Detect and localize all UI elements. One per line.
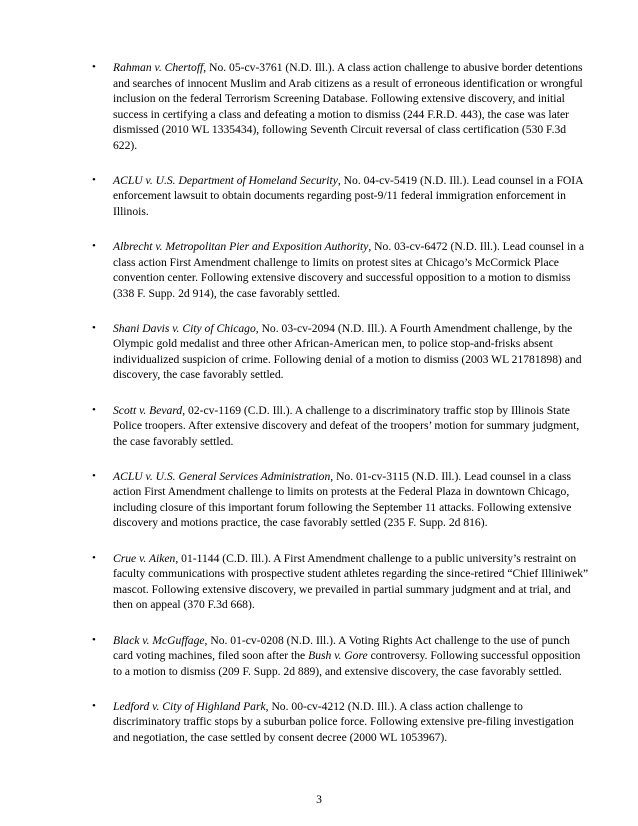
case-item-aclu-gsa — [92, 469, 592, 531]
case-item-shani-davis — [92, 321, 592, 383]
case-description: , 01-1144 (C.D. Ill.). A First Amendment challenge to a public university’s restraint on faculty communications with prospective student athletes regarding the since-retired “Chief Illiniwek” mascot. Following extensive discovery, we prevailed in partial summary judgment and at trial, and then on appeal (370 F.3d 668). — [113, 551, 589, 612]
case-description: , No. 01-cv-3115 (N.D. Ill.). Lead counsel in a class action First Amendment challenge to limits on protests at the Federal Plaza in downtown Chicago, including closure of this important forum following the September 11 attacks. Following extensive discovery and motions practice, the case favorably settled (235 F. Supp. 2d 816). — [113, 469, 572, 530]
case-description-after: controversy. Following successful opposition to a motion to dismiss (209 F. Supp. 2d 889), and extensive discovery, the case favorably settled. — [113, 649, 581, 678]
bullet-icon: • — [92, 469, 96, 482]
case-name: Scott v. Bevard — [113, 403, 183, 417]
page-number: 3 — [316, 793, 322, 806]
case-description: , No. 03-cv-2094 (N.D. Ill.). A Fourth Amendment challenge, by the Olympic gold medalist and three other African-American men, to police stop-and-frisks absent individualized suspicion of crime. Following denial of a motion to dismiss (2003 WL 21781898) and discovery, the case favorably settled. — [113, 321, 582, 382]
bullet-icon: • — [92, 699, 96, 712]
case-description: , No. 04-cv-5419 (N.D. Ill.). Lead counsel in a FOIA enforcement lawsuit to obtain documents regarding post-9/11 federal immigration enforcement in Illinois. — [113, 173, 583, 218]
bullet-icon: • — [92, 551, 96, 564]
bullet-icon: • — [92, 61, 96, 73]
case-item-aclu-dhs — [92, 173, 592, 220]
case-name: ACLU v. U.S. Department of Homeland Security — [113, 173, 338, 187]
case-description: , No. 00-cv-4212 (N.D. Ill.). A class action challenge to discriminatory traffic stops by a suburban police force. Following extensive pre-filing investigation and negotiation, the case settled by consent decree (2000 WL 1053967). — [113, 699, 574, 744]
case-description: , No. 03-cv-6472 (N.D. Ill.). Lead counsel in a class action First Amendment challenge to limits on protest sites at Chicago’s McCormick Place convention center. Following extensive discovery and successful opposition to a motion to dismiss (338 F. Supp. 2d 914), the case favorably settled. — [113, 240, 585, 300]
case-name: ACLU v. U.S. General Services Administration — [113, 469, 331, 483]
bullet-icon: • — [92, 240, 96, 253]
case-item-ledford — [92, 699, 592, 746]
case-name: Ledford v. City of Highland Park — [113, 699, 266, 713]
case-name: Albrecht v. Metropolitan Pier and Exposition Authority — [113, 240, 369, 254]
case-name: Rahman v. Chertoff — [113, 61, 204, 74]
case-item-scott — [92, 403, 592, 450]
bullet-icon: • — [92, 321, 96, 334]
bullet-icon: • — [92, 403, 96, 416]
case-description: , No. 05-cv-3761 (N.D. Ill.). A class action challenge to abusive border detentions and searches of innocent Muslim and Arab citizens as a result of erroneous identification or wrongful inclusion on the federal Terrorism Screening Database. Following extensive discovery, and initial success in certifying a class and defeating a motion to dismiss (244 F.R.D. 443), the case was later dismissed (2010 WL 1335434), following Seventh Circuit reversal of class certification (530 F.3d 622). — [113, 61, 583, 152]
case-description-before: , No. 01-cv-0208 (N.D. Ill.). A Voting Rights Act challenge to the use of punch card voting machines, filed soon after the — [113, 633, 570, 663]
case-description: , 02-cv-1169 (C.D. Ill.). A challenge to a discriminatory traffic stop by Illinois State Police troopers. After extensive discovery and defeat of the troopers’ motion for summary judgment, the case favorably settled. — [113, 403, 580, 448]
case-item-crue — [92, 551, 592, 613]
case-name: Shani Davis v. City of Chicago — [113, 321, 256, 335]
case-name: Black v. McGuffage — [113, 633, 205, 647]
case-item-albrecht — [92, 239, 592, 301]
bullet-icon: • — [92, 173, 96, 186]
case-item-rahman — [92, 60, 592, 153]
case-name: Crue v. Aiken — [113, 551, 176, 565]
case-list — [92, 60, 592, 765]
case-item-black — [92, 633, 592, 680]
inline-case-name: Bush v. Gore — [308, 649, 368, 663]
bullet-icon: • — [92, 633, 96, 646]
